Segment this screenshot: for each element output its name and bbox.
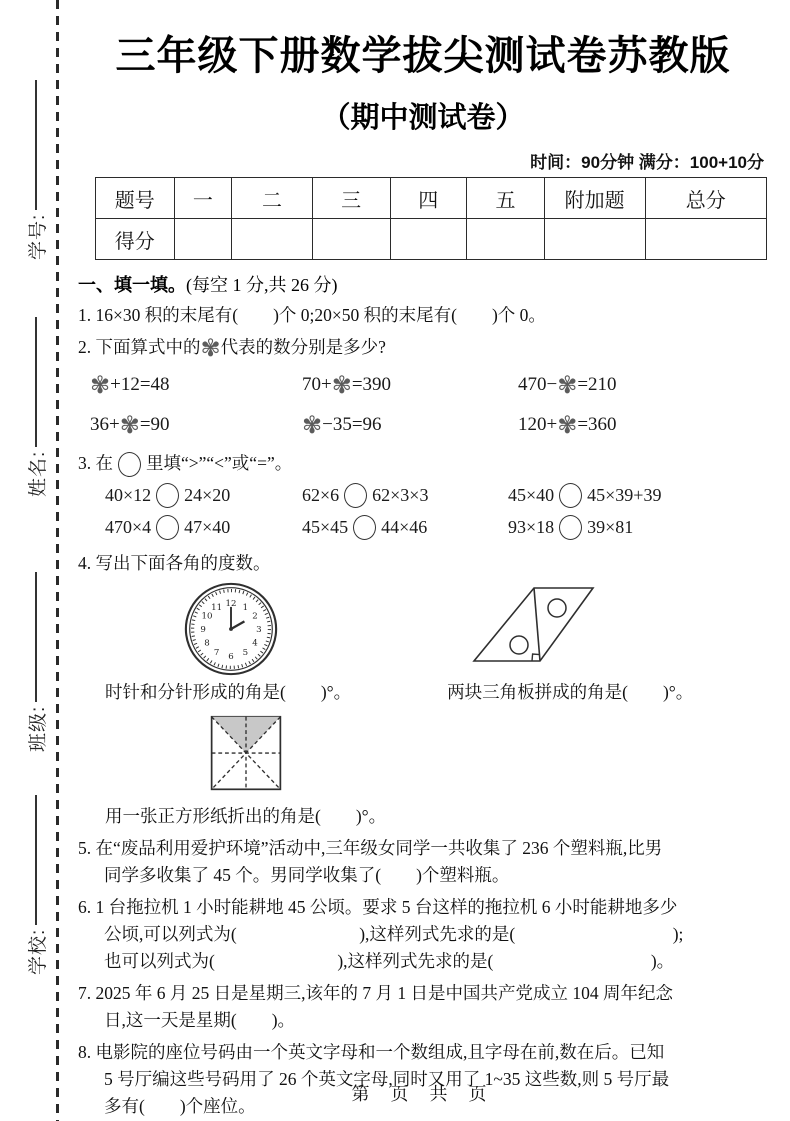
comparison-item: 45×45 44×46 [302,515,508,540]
circle-blank-icon [156,515,179,540]
flower-equation: ✾−35=96 [302,411,382,439]
triangle-angle-caption: 两块三角板拼成的角是( )°。 [447,682,694,702]
student-id-field [14,80,58,260]
student-id-blank-line [35,80,37,210]
section-one-heading [78,271,768,297]
flower-icon: ✾ [200,334,221,362]
square-angle-caption: 用一张正方形纸折出的角是( )°。 [105,806,387,826]
score-header-cell: 四 [390,178,466,219]
name-label: 姓名: [27,450,49,497]
score-cell-empty [467,219,545,260]
svg-text:1: 1 [242,602,249,613]
section-one-heading-points: (每空 1 分,共 26 分) [186,275,338,295]
school-field [14,795,58,975]
score-header-cell: 总分 [645,178,767,219]
svg-text:12: 12 [225,598,237,609]
flower-equation: 470−✾=210 [518,371,617,399]
question-3-comparisons [78,483,768,540]
question-4-captions [78,679,768,706]
circle-blank-icon [344,483,367,508]
svg-text:8: 8 [204,638,210,649]
score-header-cell: 三 [312,178,390,219]
set-squares-figure [467,583,629,665]
comparison-item: 40×12 24×20 [105,483,302,508]
clock-angle-caption: 时针和分针形成的角是( )°。 [105,682,352,702]
question-6: 6. 1 台拖拉机 1 小时能耕地 45 公顷。要求 5 台这样的拖拉机 6 小时能耕地多少 公顷,可以列式为( ),这样列式先求的是( ); 也可以列式为( ),这样列式先求的是( )。 [78,897,684,971]
flower-equation: 120+✾=360 [518,411,617,439]
score-cell-empty [174,219,232,260]
class-blank-line [35,572,37,702]
flower-equation: 70+✾=390 [302,371,392,399]
score-header-cell: 五 [467,178,545,219]
school-label: 学校: [27,928,49,975]
svg-text:6: 6 [228,651,234,662]
svg-text:10: 10 [201,611,213,622]
question-5: 5. 在“废品利用爱护环境”活动中,三年级女同学一共收集了 236 个塑料瓶,比男 同学多收集了 45 个。男同学收集了( )个塑料瓶。 [78,838,663,885]
flower-equation: 36+✾=90 [90,411,170,439]
score-table-header-row [96,178,767,219]
svg-text:9: 9 [200,624,206,635]
class-label: 班级: [27,705,49,752]
svg-text:3: 3 [256,624,262,635]
circle-blank-icon [353,515,376,540]
score-table-score-row [96,219,767,260]
circle-blank-icon [156,483,179,508]
score-header-cell: 附加题 [544,178,645,219]
hour-hand [231,621,244,629]
score-row-label: 得分 [96,219,175,260]
score-cell-empty [645,219,767,260]
score-cell-empty [232,219,313,260]
flower-icon: ✾ [90,371,111,399]
section-one-heading-title: 一、填一填。 [78,275,186,295]
paper-body [78,0,768,1120]
score-table [95,177,767,260]
paper-title: 三年级下册数学拔尖测试卷苏教版 [115,34,731,78]
score-header-cell: 一 [174,178,232,219]
time-and-score-info: 时间：90分钟 满分：100+10分 [530,153,764,172]
flower-equation: ✾+12=48 [90,371,170,399]
flower-icon: ✾ [302,411,323,439]
question-2-equations [78,373,768,437]
score-cell-empty [312,219,390,260]
circle-blank-icon [559,483,582,508]
shaded-fold-triangle [212,717,281,753]
circle-blank-icon [118,452,141,477]
comparison-item: 62×6 62×3×3 [302,483,508,508]
right-angle-mark [532,654,540,661]
comparison-item: 45×40 45×39+39 [508,483,768,508]
question-4-stem: 4. 写出下面各角的度数。 [78,553,271,573]
circle-blank-icon [559,515,582,540]
page-footer: 第 页 共 页 [351,1084,495,1104]
name-blank-line [35,317,37,447]
flower-icon: ✾ [557,411,578,439]
comparison-item: 470×4 47×40 [105,515,302,540]
question-4-figures [78,581,768,677]
svg-text:5: 5 [242,647,249,658]
student-id-label: 学号: [27,213,49,260]
name-field [14,317,58,497]
question-3-stem: 3. 在 里填“>”“<”或“=”。 [78,450,768,477]
score-cell-empty [544,219,645,260]
class-field [14,572,58,752]
clock-figure [183,581,279,677]
svg-text:2: 2 [252,611,258,622]
school-blank-line [35,795,37,925]
question-2-stem: 2. 下面算式中的✾代表的数分别是多少? [78,334,386,362]
svg-text:4: 4 [252,638,258,649]
flower-icon: ✾ [557,371,578,399]
flower-icon: ✾ [119,411,140,439]
comparison-item: 93×18 39×81 [508,515,768,540]
svg-text:7: 7 [213,647,220,658]
score-cell-empty [390,219,466,260]
folded-square-figure [205,712,287,796]
score-header-cell: 题号 [96,178,175,219]
svg-text:11: 11 [211,602,223,613]
score-header-cell: 二 [232,178,313,219]
paper-subtitle: （期中测试卷） [321,102,525,134]
question-1: 1. 16×30 积的末尾有( )个 0;20×50 积的末尾有( )个 0。 [78,305,546,325]
question-8: 8. 电影院的座位号码由一个英文字母和一个数组成,且字母在前,数在后。已知 5 号厅编这些号码用了 26 个英文字母,同时又用了 1~35 这些数,则 5 号厅最 多有( )个座位。 [78,1042,670,1116]
flower-icon: ✾ [331,371,352,399]
question-7: 7. 2025 年 6 月 25 日是星期三,该年的 7 月 1 日是中国共产党成立 104 周年纪念 日,这一天是星期( )。 [78,983,673,1030]
